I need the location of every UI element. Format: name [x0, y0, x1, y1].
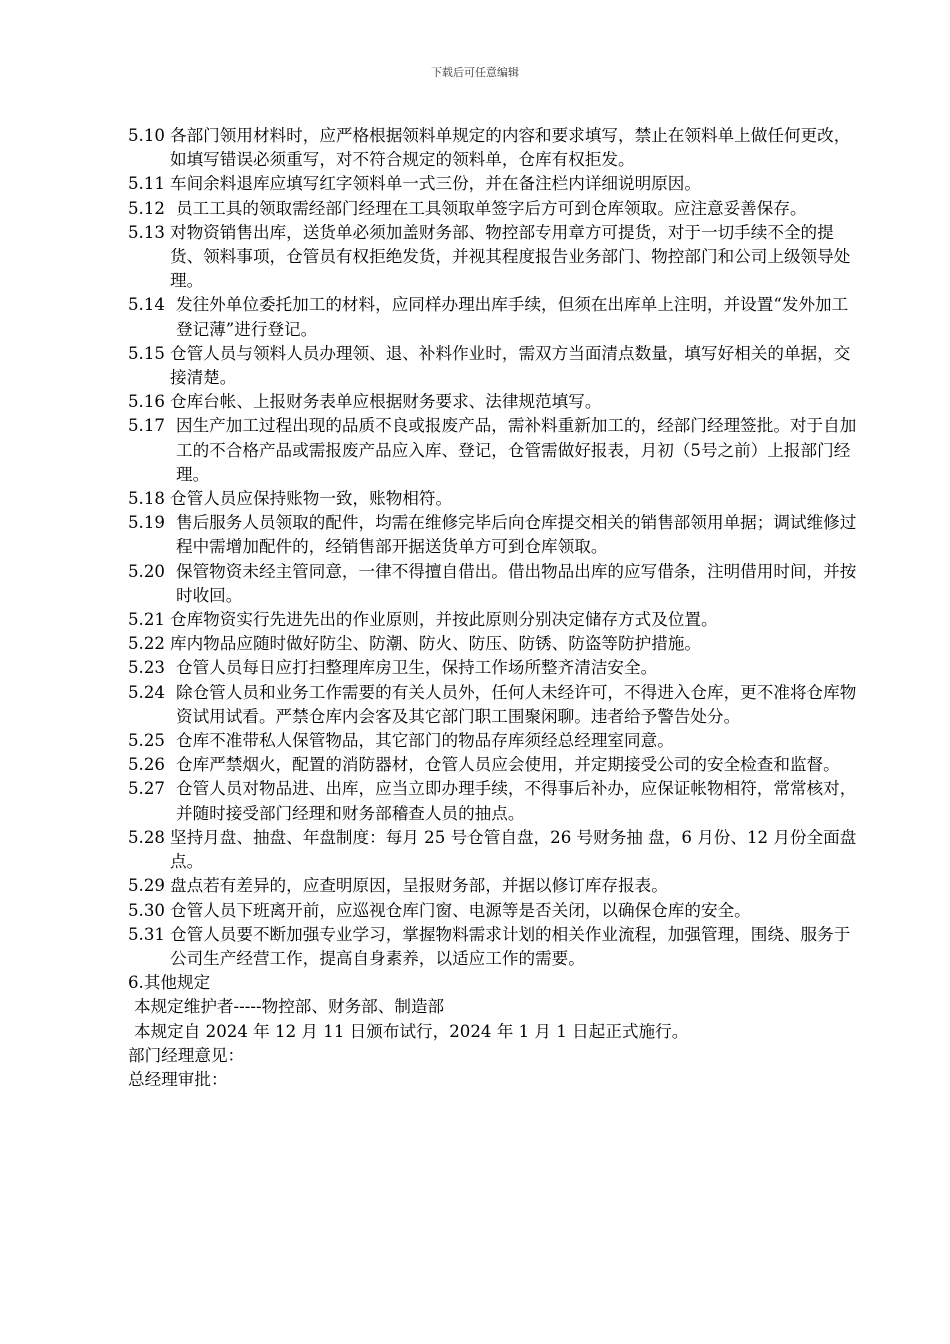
clause-text: 仓库台帐、上报财务表单应根据财务要求、法律规范填写。	[170, 392, 602, 412]
clause-5-29	[128, 874, 860, 898]
clause-number: 5.11	[128, 174, 165, 194]
clause-number: 5.15	[128, 343, 165, 363]
clause-number: 5.29	[128, 876, 165, 896]
clause-number: 5.22	[128, 634, 165, 654]
clause-5-30	[128, 899, 860, 923]
clause-text: 售后服务人员领取的配件，均需在维修完毕后向仓库提交相关的销售部领用单据；调试维修过程中需增加配件的，经销售部开据送货单方可到仓库领取。	[176, 513, 857, 557]
clause-5-18	[128, 487, 860, 511]
clause-text: 仓库不准带私人保管物品，其它部门的物品存库须经总经理室同意。	[176, 731, 674, 751]
document-body	[128, 124, 860, 1092]
clause-text: 仓库物资实行先进先出的作业原则，并按此原则分别决定储存方式及位置。	[170, 610, 718, 630]
clause-text: 仓管人员与领料人员办理领、退、补料作业时，需双方当面清点数量，填写好相关的单据，交接清楚。	[170, 343, 851, 388]
clause-number: 5.10	[128, 126, 165, 145]
clause-text: 仓管人员下班离开前，应巡视仓库门窗、电源等是否关闭，以确保仓库的安全。	[170, 900, 751, 920]
clause-5-12	[128, 197, 860, 221]
clause-number: 5.23	[128, 658, 165, 678]
clause-number: 5.13	[128, 222, 165, 242]
clause-5-10	[128, 124, 860, 172]
clause-number: 5.17	[128, 416, 165, 436]
clause-5-11	[128, 172, 860, 196]
clause-text: 坚持月盘、抽盘、年盘制度：每月 25 号仓管自盘，26 号财务抽 盘，6 月份、12 月份全面盘点。	[170, 827, 857, 872]
clause-5-17	[128, 414, 860, 487]
clause-text: 库内物品应随时做好防尘、防潮、防火、防压、防锈、防盗等防护措施。	[170, 634, 701, 654]
clause-number: 5.28	[128, 827, 165, 847]
clause-text: 因生产加工过程出现的品质不良或报废产品，需补料重新加工的，经部门经理签批。对于自加工的不合格产品或需报废产品应入库、登记，仓管需做好报表，月初（5号之前）上报部门经理。	[176, 416, 857, 484]
clause-5-27	[128, 777, 860, 825]
clause-number: 5.19	[128, 513, 165, 533]
clause-text: 员工工具的领取需经部门经理在工具领取单签字后方可到仓库领取。应注意妥善保存。	[176, 198, 807, 218]
clause-5-23	[128, 656, 860, 680]
clause-5-21	[128, 608, 860, 632]
clause-text: 除仓管人员和业务工作需要的有关人员外，任何人未经许可，不得进入仓库，更不准将仓库物资试用试看。严禁仓库内会客及其它部门职工围聚闲聊。违者给予警告处分。	[176, 682, 857, 726]
clause-text: 盘点若有差异的，应查明原因，呈报财务部，并据以修订库存报表。	[170, 876, 668, 896]
clause-5-28	[128, 826, 860, 874]
clause-text: 车间余料退库应填写红字领料单一式三份，并在备注栏内详细说明原因。	[170, 174, 701, 194]
maintainer-line: 本规定维护者-----物控部、财务部、制造部	[134, 997, 445, 1017]
clause-5-22	[128, 632, 860, 656]
section-6-title: 6.其他规定	[128, 973, 211, 993]
clause-5-19	[128, 511, 860, 559]
clause-text: 仓管人员要不断加强专业学习，掌握物料需求计划的相关作业流程，加强管理，围绕、服务于公司生产经营工作，提高自身素养，以适应工作的需要。	[170, 924, 851, 968]
clause-number: 5.27	[128, 779, 165, 799]
clause-5-25	[128, 729, 860, 753]
clause-5-16	[128, 390, 860, 414]
clause-number: 5.24	[128, 682, 165, 702]
clause-text: 发往外单位委托加工的材料，应同样办理出库手续，但须在出库单上注明，并设置“发外加工登记薄”进行登记。	[176, 295, 849, 339]
clause-text: 对物资销售出库，送货单必须加盖财务部、物控部专用章方可提货，对于一切手续不全的提货、领料事项，仓管员有权拒绝发货，并视其程度报告业务部门、物控部门和公司上级领导处理。	[170, 222, 851, 291]
clause-number: 5.16	[128, 392, 165, 412]
clause-number: 5.20	[128, 561, 165, 581]
clause-number: 5.18	[128, 489, 165, 509]
page-header: 下载后可任意编辑	[431, 66, 519, 79]
clause-number: 5.31	[128, 924, 165, 944]
clause-number: 5.25	[128, 731, 165, 751]
clause-text: 仓库严禁烟火，配置的消防器材，仓管人员应会使用，并定期接受公司的安全检查和监督。	[176, 755, 840, 775]
clause-text: 仓管人员每日应打扫整理库房卫生，保持工作场所整齐清洁安全。	[176, 658, 658, 678]
general-manager-approval: 总经理审批：	[128, 1069, 228, 1089]
effective-date-line: 本规定自 2024 年 12 月 11 日颁布试行，2024 年 1 月 1 日起正式施行。	[134, 1021, 689, 1041]
clause-5-14	[128, 293, 860, 341]
clause-5-20	[128, 560, 860, 608]
clause-5-13	[128, 221, 860, 294]
clause-number: 5.21	[128, 610, 165, 630]
clause-text: 仓管人员对物品进、出库，应当立即办理手续，不得事后补办，应保证帐物相符，常常核对，并随时接受部门经理和财务部稽查人员的抽点。	[176, 779, 857, 823]
clause-number: 5.14	[128, 295, 165, 315]
clause-5-31	[128, 923, 860, 971]
dept-manager-opinion: 部门经理意见：	[128, 1045, 245, 1065]
clause-number: 5.12	[128, 198, 165, 218]
clause-number: 5.30	[128, 900, 165, 920]
clause-5-15	[128, 342, 860, 390]
clause-text: 仓管人员应保持账物一致，账物相符。	[170, 489, 453, 509]
clause-number: 5.26	[128, 755, 165, 775]
clause-text: 保管物资未经主管同意，一律不得擅自借出。借出物品出库的应写借条，注明借用时间，并按时收回。	[176, 561, 857, 605]
clause-5-24	[128, 681, 860, 729]
clause-text: 各部门领用材料时，应严格根据领料单规定的内容和要求填写，禁止在领料单上做任何更改，如填写错误必须重写，对不符合规定的领料单，仓库有权拒发。	[170, 126, 851, 170]
clause-5-26	[128, 753, 860, 777]
